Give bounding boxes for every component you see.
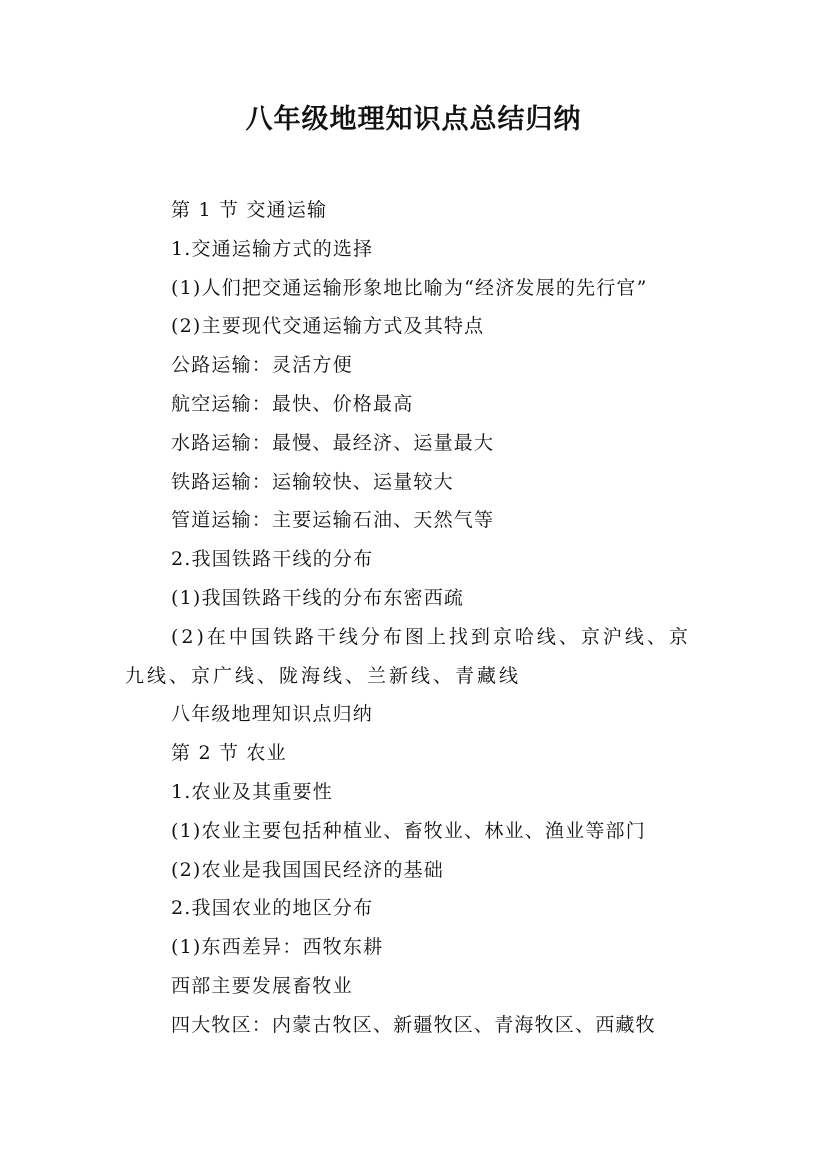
paragraph: (2)农业是我国国民经济的基础 <box>171 858 444 881</box>
paragraph: (1)人们把交通运输形象地比喻为“经济发展的先行官” <box>171 276 648 299</box>
paragraph: (1)我国铁路干线的分布东密西疏 <box>171 586 465 609</box>
paragraph: 航空运输：最快、价格最高 <box>171 392 414 415</box>
paragraph: 铁路运输：运输较快、运量较大 <box>171 470 454 493</box>
document-body <box>125 191 705 1045</box>
paragraph: 管道运输：主要运输石油、天然气等 <box>171 509 495 532</box>
paragraph: 八年级地理知识点归纳 <box>171 703 374 726</box>
paragraph: 公路运输：灵活方便 <box>171 354 353 377</box>
subheading: 1.农业及其重要性 <box>171 780 333 803</box>
paragraph: (1)农业主要包括种植业、畜牧业、林业、渔业等部门 <box>171 819 646 842</box>
section-heading: 第 1 节 交通运输 <box>171 199 328 221</box>
paragraph: (2)在中国铁路干线分布图上找到京哈线、京沪线、京九线、京广线、陇海线、兰新线、青藏线 <box>125 625 691 687</box>
paragraph: 水路运输：最慢、最经济、运量最大 <box>171 431 495 454</box>
subheading: 2.我国农业的地区分布 <box>171 897 374 920</box>
section-heading: 第 2 节 农业 <box>171 742 287 765</box>
subheading: 1.交通运输方式的选择 <box>171 237 374 260</box>
paragraph: (1)东西差异：西牧东耕 <box>171 936 384 959</box>
document-title: 八年级地理知识点总结归纳 <box>245 104 582 135</box>
paragraph: 西部主要发展畜牧业 <box>171 974 353 997</box>
subheading: 2.我国铁路干线的分布 <box>171 548 374 571</box>
paragraph: (2)主要现代交通运输方式及其特点 <box>171 315 485 338</box>
paragraph: 四大牧区：内蒙古牧区、新疆牧区、青海牧区、西藏牧 <box>171 1013 656 1036</box>
